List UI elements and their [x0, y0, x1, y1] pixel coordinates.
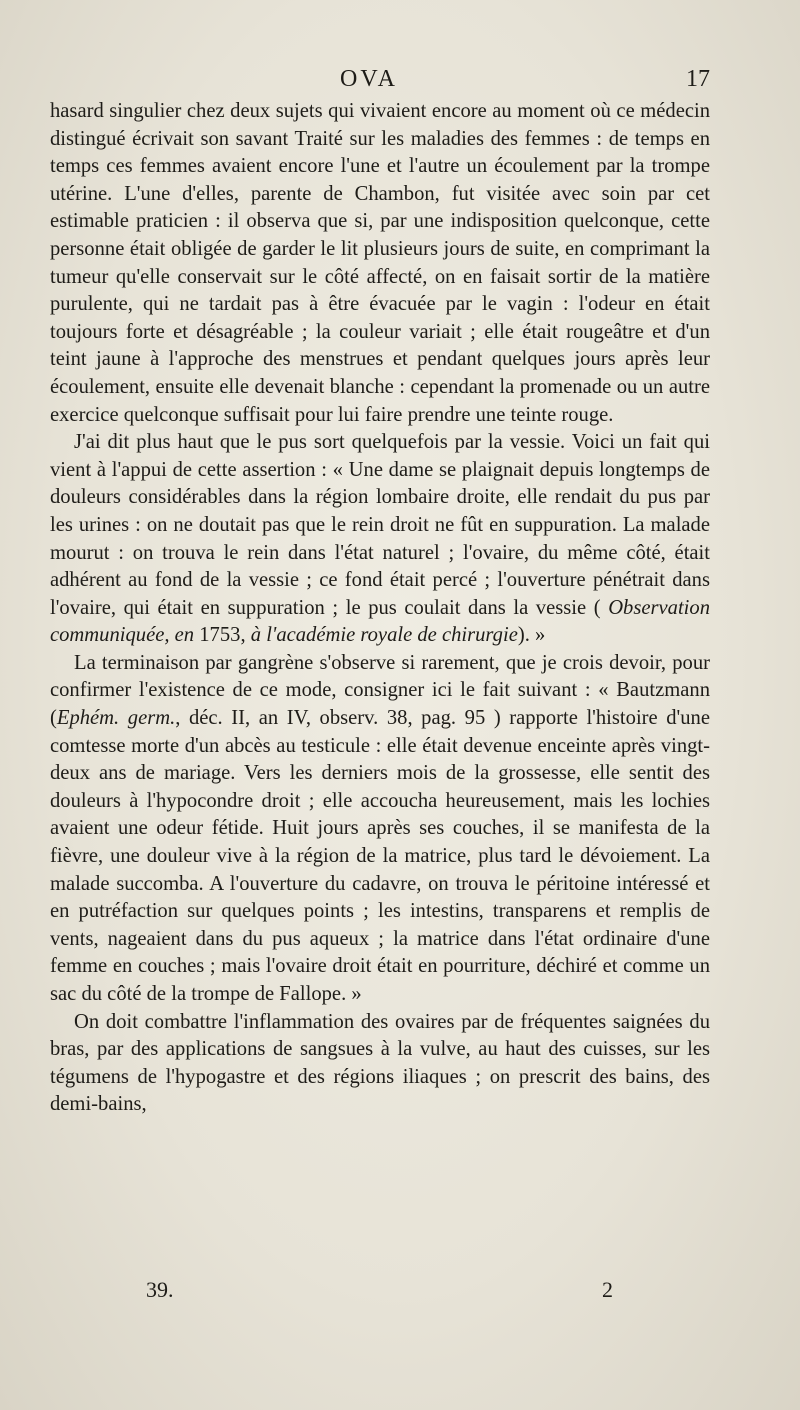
text-run: , déc. II, an IV, observ. 38, pag. 95 ) rapporte l'histoire d'une comtesse morte d'un abcès au testicule : elle était devenue enceinte après vingt-deux ans de mariage. Vers les derniers mois de la grossesse, elle sentit des douleurs à l'hypocondre droit ; elle accoucha heureusement, mais les lochies avaient une odeur fétide. Huit jours après ses couches, il se manifesta de la fièvre, une douleur vive à la région de la matrice, plus tard le dévoiement. La malade succomba. A l'ouverture du cadavre, on trouva le péritoine intéressé et en putréfaction sur quelques points ; les intestins, transparens et remplis de vents, nageaient dans du pus aqueux ; la matrice dans l'état ordinaire d'une femme en couches ; mais l'ovaire droit était en pourriture, déchiré et comme un sac du côté de la trompe de Fallope. » — [50, 707, 710, 1005]
paragraph — [50, 429, 710, 650]
paragraph — [50, 98, 710, 429]
page-footer — [50, 1277, 710, 1313]
text-run: On doit combattre l'inflammation des ovaires par de fréquentes saignées du bras, par des applications de sangsues à la vulve, au haut des cuisses, sur les tégumens de l'hypogastre et des régions iliaques ; on prescrit des bains, des demi-bains, — [50, 1010, 710, 1116]
text-run: La terminaison par gangrène s'observe si rarement, que je crois devoir, pour confirmer l'existence de ce mode, consigner ici le fait suivant : « Bautzmann ( — [50, 651, 710, 730]
paragraph — [50, 650, 710, 1009]
italic-text: Observation communiquée, en — [50, 596, 710, 647]
italic-text: à l'académie royale de chirurgie — [250, 624, 518, 647]
paragraph — [50, 1009, 710, 1119]
text-run: hasard singulier chez deux sujets qui vivaient encore au moment où ce médecin distingué écrivait son savant Traité sur les maladies des femmes : de temps en temps ces femmes avaient encore l'une et l'autre un écoulement par la trompe utérine. L'une d'elles, parente de Chambon, fut visitée avec soin par cet estimable praticien : il observa que si, par une indisposition quelconque, cette personne était obligée de garder le lit plusieurs jours de suite, en comprimant la tumeur qu'elle conservait sur le côté affecté, on en faisait sortir de la matière purulente, qui ne tardait pas à être évacuée par le vagin : l'odeur en était toujours forte et désagréable ; la couleur variait ; elle était rougeâtre et d'un teint jaune à l'approche des menstrues et pendant quelques jours après leur écoulement, ensuite elle devenait blanche : cependant la promenade ou un autre exercice quelconque suffisait pour lui faire prendre une teinte rouge. — [50, 100, 710, 426]
page-header — [50, 62, 710, 102]
italic-text: Ephém. germ. — [56, 707, 176, 730]
signature-mark: 39. — [146, 1277, 174, 1302]
running-title: OVA — [340, 66, 398, 92]
sheet-number: 2 — [602, 1277, 613, 1302]
text-run: J'ai dit plus haut que le pus sort quelquefois par la vessie. Voici un fait qui vient à l'appui de cette assertion : « Une dame se plaignait depuis longtemps de douleurs considérables dans la région lombaire droite, elle rendait du pus par les urines : on ne doutait pas que le rein droit ne fût en suppuration. La malade mourut : on trouva le rein dans l'état naturel ; l'ovaire, du même côté, était adhérent au fond de la vessie ; ce fond était percé ; l'ouverture pénétrait dans l'ovaire, qui était en suppuration ; le pus coulait dans la vessie ( — [50, 431, 710, 619]
body-text — [50, 98, 710, 1119]
text-run: ). » — [517, 624, 546, 647]
text-run: 1753, — [194, 624, 251, 647]
page-number: 17 — [686, 66, 710, 92]
